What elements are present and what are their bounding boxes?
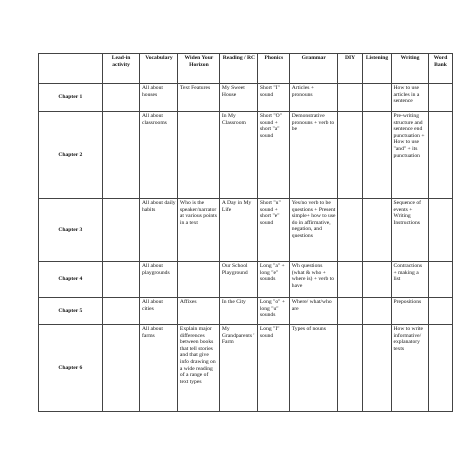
curriculum-table: [38, 53, 453, 412]
cell-writing: Sequence of events + Writing Instructions: [392, 199, 429, 262]
cell-grammar: Articles + pronouns: [290, 84, 338, 112]
table-row: [39, 325, 453, 412]
cell-vocabulary: All about daily habits: [140, 199, 178, 262]
chapter-label: Chapter 4: [39, 262, 103, 298]
header-cell-phonics: Phonics: [258, 54, 290, 84]
header-cell-writing: Writing: [392, 54, 429, 84]
cell-listening: [363, 112, 392, 199]
cell-grammar: Yes/no verb to be questions + Present simple+ how to use do in affirmative, negation, and questions: [290, 199, 338, 262]
cell-word-bank: [428, 298, 452, 325]
cell-writing: How to use articles in a sentence: [392, 84, 429, 112]
cell-reading: In My Classroom: [220, 112, 258, 199]
cell-word-bank: [428, 199, 452, 262]
header-cell-diy: DIY: [338, 54, 363, 84]
cell-diy: [338, 262, 363, 298]
header-cell-grammar: Grammar: [290, 54, 338, 84]
cell-reading: My Grandparents ' Farm: [220, 325, 258, 412]
cell-widen-your-horizon: Who is the speaker/narrator at various points in a text: [178, 199, 220, 262]
chapter-label: Chapter 1: [39, 84, 103, 112]
cell-reading: A Day in My Life: [220, 199, 258, 262]
cell-phonics: Long "a" + long "e" sounds: [258, 262, 290, 298]
cell-listening: [363, 199, 392, 262]
table-row: [39, 298, 453, 325]
header-cell-corner: [39, 54, 103, 84]
cell-reading: Our School Playground: [220, 262, 258, 298]
header-row: [39, 54, 453, 84]
cell-diy: [338, 84, 363, 112]
cell-diy: [338, 298, 363, 325]
cell-phonics: Long "o" + long "u" sounds: [258, 298, 290, 325]
cell-lead-in: [102, 84, 140, 112]
cell-grammar: Types of nouns: [290, 325, 338, 412]
cell-phonics: Long "I" sound: [258, 325, 290, 412]
cell-writing: How to write informative/ explanatory texts: [392, 325, 429, 412]
cell-lead-in: [102, 199, 140, 262]
cell-vocabulary: All about houses: [140, 84, 178, 112]
cell-vocabulary: All about cities: [140, 298, 178, 325]
cell-diy: [338, 325, 363, 412]
header-cell-vocabulary: Vocabulary: [140, 54, 178, 84]
cell-grammar: Where/ what/who are: [290, 298, 338, 325]
cell-listening: [363, 84, 392, 112]
header-cell-widen-your-horizon: Widen Your Horizon: [178, 54, 220, 84]
cell-widen-your-horizon: Affixes: [178, 298, 220, 325]
chapter-label: Chapter 3: [39, 199, 103, 262]
cell-diy: [338, 112, 363, 199]
cell-grammar: Wh questions (what & who + where is) + verb to have: [290, 262, 338, 298]
cell-diy: [338, 199, 363, 262]
chapter-label: Chapter 6: [39, 325, 103, 412]
cell-widen-your-horizon: [178, 262, 220, 298]
cell-listening: [363, 325, 392, 412]
cell-vocabulary: All about classrooms: [140, 112, 178, 199]
table-row: [39, 112, 453, 199]
header-cell-word-bank: Word Bank: [428, 54, 452, 84]
cell-writing: Pre-writing structure and sentence end punctuation + How to use "and" + its punctuation: [392, 112, 429, 199]
cell-vocabulary: All about playgrounds: [140, 262, 178, 298]
header-cell-listening: Listening: [363, 54, 392, 84]
table-row: [39, 199, 453, 262]
cell-reading: In the City: [220, 298, 258, 325]
cell-lead-in: [102, 325, 140, 412]
cell-phonics: Short "I" sound: [258, 84, 290, 112]
cell-writing: Contractions + making a list: [392, 262, 429, 298]
cell-grammar: Demonstrative pronouns + verb to be: [290, 112, 338, 199]
cell-lead-in: [102, 262, 140, 298]
table-row: [39, 262, 453, 298]
header-cell-reading: Reading / RC: [220, 54, 258, 84]
cell-vocabulary: All about farms: [140, 325, 178, 412]
table-row: [39, 84, 453, 112]
cell-widen-your-horizon: Explain major differences between books that tell stories and that give info drawing on a wide reading of a range of text types: [178, 325, 220, 412]
cell-lead-in: [102, 112, 140, 199]
chapter-label: Chapter 5: [39, 298, 103, 325]
cell-word-bank: [428, 325, 452, 412]
cell-listening: [363, 262, 392, 298]
header-cell-lead-in: Lead-in activity: [102, 54, 140, 84]
cell-phonics: Short "O" sound + short "a" sound: [258, 112, 290, 199]
cell-word-bank: [428, 84, 452, 112]
cell-listening: [363, 298, 392, 325]
cell-word-bank: [428, 112, 452, 199]
chapter-label: Chapter 2: [39, 112, 103, 199]
cell-widen-your-horizon: Text Features: [178, 84, 220, 112]
cell-widen-your-horizon: [178, 112, 220, 199]
cell-lead-in: [102, 298, 140, 325]
cell-word-bank: [428, 262, 452, 298]
cell-reading: My Sweet House: [220, 84, 258, 112]
cell-writing: Prepositions: [392, 298, 429, 325]
cell-phonics: Short "u" sound + short "e" sound: [258, 199, 290, 262]
